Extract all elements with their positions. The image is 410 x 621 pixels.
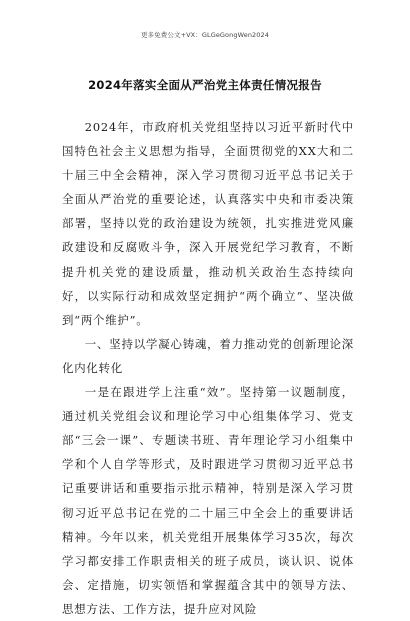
document-title: 2024年落实全面从严治党主体责任情况报告 bbox=[88, 78, 322, 92]
body-paragraph-1: 一是在跟进学上注重“效”。坚持第一议题制度，通过机关党组会议和理论学习中心组集体学习、党支部“三会一课”、专题读书班、青年理论学习小组集中学和个人自学等形式，及时跟进学习贯彻习近平总书记重要讲话和重要指示批示精神，特别是深入学习贯彻习近平总书记在党的二十届三中全会上的重要讲话精神。今年以来，机关党组开展集体学习35次，每次学习都安排工作职责相关的班子成员，谈认识、说体会、定措施，切实领悟和掌握蕴含其中的领导方法、思想方法、工作方法，提升应对风险 bbox=[62, 385, 354, 616]
body-paragraph-intro: 2024年，市政府机关党组坚持以习近平新时代中国特色社会主义思想为指导，全面贯彻党的XX大和二十届三中全会精神，深入学习贯彻习近平总书记关于全面从严治党的重要论述，认真落实中央和市委决策部署，坚持以党的政治建设为统领，扎实推进党风廉政建设和反腐败斗争，深入开展党纪学习教育，不断提升机关党的建设质量，推动机关政治生态持续向好，以实际行动和成效坚定拥护“两个确立”、坚决做到“两个维护”。 bbox=[62, 120, 354, 327]
header-note: 更多免费公文+VX：GLGeGongWen2024 bbox=[140, 31, 269, 39]
document-body bbox=[62, 115, 354, 621]
section-heading-1: 一、坚持以学凝心铸魂，着力推动党的创新理论深化内化转化 bbox=[62, 336, 354, 375]
